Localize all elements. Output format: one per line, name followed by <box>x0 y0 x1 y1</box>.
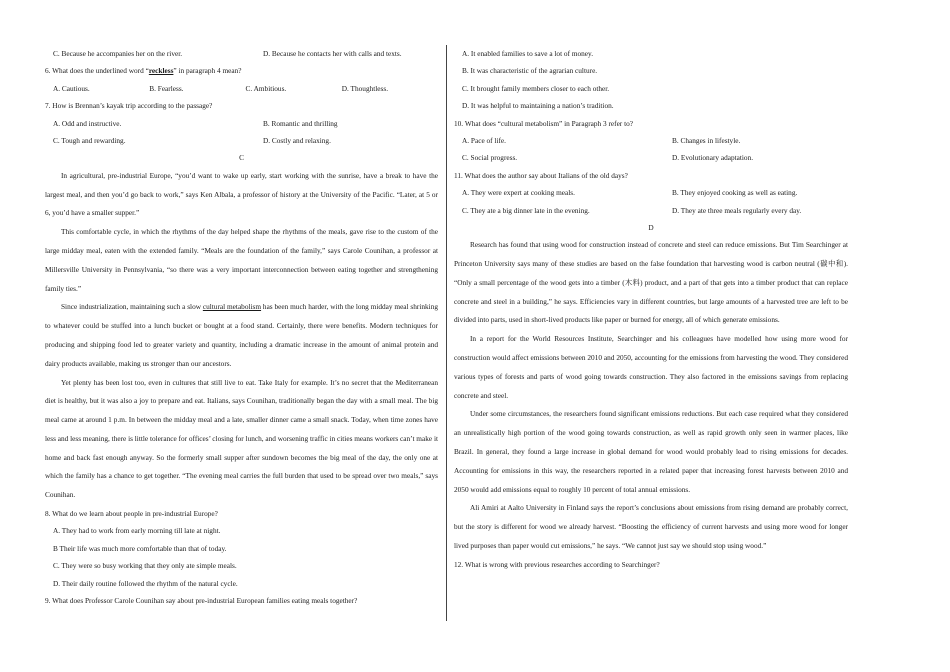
passage-d-paragraph-1: Research has found that using wood for construction instead of concrete and steel can reduce emissions. But Tim Searchinger at Princeton University says many of these studies are based on the false foundation that harvesting wood is carbon neutral (碳中和). “Only a small percentage of the wood gets into a timber (木料) product, and a part of that gets into a timber product that can replace concrete and steel in a building,” he says. Efficiencies vary in different countries, but large amounts of a harvested tree are left to be divided into parts, used in short-lived products like paper or burned for energy, all of which generate emissions. <box>454 240 848 325</box>
q10-option-b: B. Changes in lifestyle. <box>672 135 741 145</box>
q9-option-d: D. It was helpful to maintaining a nation’s tradition. <box>462 101 614 111</box>
passage-d-paragraph-3: Under some circumstances, the researchers found significant emissions reductions. But each case required what they considered an unrealistically high portion of the wood going towards construction, as well as rapid growth only seen in warmer places, like Brazil. In general, they found a large increase in global demand for wood would probably lead to rising emissions for decades. Accounting for emissions in this way, the researchers reported in a related paper that increasing forest harvests between 2010 and 2050 would add emissions equal to roughly 10 percent of total annual emissions. <box>454 409 848 494</box>
passage-c-paragraph-2: This comfortable cycle, in which the rhythms of the day helped shape the rhythms of the meals, gave rise to the custom of the large midday meal, eaten with the extended family. “Meals are the foundation of the family,” says Carole Counihan, a professor at Millersville University in Pennsylvania, “so there was a very important interconnection between eating together and strengthening family ties.” <box>45 227 438 293</box>
passage-d-paragraph-4: Ali Amiri at Aalto University in Finland says the report’s conclusions about emissions from rising demand are probably correct, but the story is different for wood we already harvest. “Boosting the efficiency of current harvests and using more wood for longer lived purposes than paper would cut emissions,” he says. “We cannot just say we should stop using wood.” <box>454 503 848 551</box>
q6-stem-suffix: ” in paragraph 4 mean? <box>173 66 242 76</box>
q7-option-c: C. Tough and rewarding. <box>53 135 126 145</box>
column-divider <box>446 45 447 621</box>
q11-option-a: A. They were expert at cooking meals. <box>462 188 575 198</box>
q11-option-b: B. They enjoyed cooking as well as eating. <box>672 188 798 198</box>
q7-option-d: D. Costly and relaxing. <box>263 135 331 145</box>
passage-c-paragraph-1: In agricultural, pre-industrial Europe, “you’d want to wake up early, start working with the sunrise, have a break to have the largest meal, and then you’d go back to work,” says Ken Albala, a professor of history at the University of the Pacific. “Later, at 5 or 6, you’d have a smaller supper.” <box>45 170 438 218</box>
q7-option-b: B. Romantic and thrilling <box>263 118 338 128</box>
q8-option-c: C. They were so busy working that they only ate simple meals. <box>53 561 237 571</box>
passage-d-paragraph-2: In a report for the World Resources Institute, Searchinger and his colleagues have modelled how using more wood for construction would affect emissions between 2010 and 2050, accounting for the emissions from harvesting the wood. They considered various types of forests and parts of wood going towards construction. They also factored in the emissions savings from replacing concrete and steel. <box>454 334 848 400</box>
q6-option-a: A. Cautious. <box>53 83 90 93</box>
q10-option-c: C. Social progress. <box>462 153 518 163</box>
q9-option-a: A. It enabled families to save a lot of money. <box>462 49 594 58</box>
q8-option-a: A. They had to work from early morning till late at night. <box>53 526 221 536</box>
q7-option-a: A. Odd and instructive. <box>53 118 122 128</box>
q6-underlined-word: reckless <box>148 66 174 76</box>
p3-text-after: has been much harder, with the long midday meal shrinking to whatever could be stuffed into a lunch bucket or bought at a food stand. Certainly, there were benefits. Modern techniques for producing and shipping food led to greater variety and quantity, including a dramatic increase in the amount of animal protein and dairy products available, making us stronger than our ancestors. <box>45 302 438 368</box>
q7-options-ab <box>45 115 438 132</box>
right-column <box>454 45 848 573</box>
section-c-heading: C <box>239 153 244 163</box>
q6-stem <box>45 62 438 79</box>
cultural-metabolism-underline: cultural metabolism <box>202 302 262 312</box>
section-d-heading: D <box>648 222 654 232</box>
q10-option-d: D. Evolutionary adaptation. <box>672 153 754 163</box>
q10-options-ab <box>454 132 848 149</box>
q9-option-b: B. It was characteristic of the agrarian culture. <box>462 66 598 76</box>
q10-options-cd <box>454 149 848 166</box>
p3-text-before: Since industrialization, maintaining such a slow <box>61 302 203 312</box>
left-column <box>45 45 438 609</box>
q8-stem: 8. What do we learn about people in pre-industrial Europe? <box>45 509 218 519</box>
q11-stem: 11. What does the author say about Italians of the old days? <box>454 170 628 180</box>
q6-option-d: D. Thoughtless. <box>341 83 389 93</box>
q9-stem: 9. What does Professor Carole Counihan say about pre-industrial European families eating meals together? <box>45 596 358 606</box>
q11-options-cd <box>454 202 848 219</box>
passage-c-paragraph-3 <box>45 298 438 373</box>
q11-option-d: D. They ate three meals regularly every day. <box>672 205 802 215</box>
q9-option-c: C. It brought family members closer to each other. <box>462 83 610 93</box>
q8-option-b: B Their life was much more comfortable than that of today. <box>53 543 227 553</box>
q7-stem: 7. How is Brennan’s kayak trip according to the passage? <box>45 101 213 111</box>
q10-option-a: A. Pace of life. <box>462 135 506 145</box>
q6-option-c: C. Ambitious. <box>245 83 287 93</box>
passage-c-paragraph-4: Yet plenty has been lost too, even in cultures that still live to eat. Take Italy for example. It’s no secret that the Mediterranean diet is healthy, but it was also a joy to prepare and eat. Italians, says Counihan, traditionally began the day with a small meal. The big meal came at around 1 p.m. In between the midday meal and a late, smaller dinner came a small snack. Today, when time zones have less and less meaning, there is little tolerance for offices’ closing for lunch, and worsening traffic in cities means workers can’t make it home and back fast enough anyway. So the formerly small supper after sundown becomes the big meal of the day, the only one at which the family has a chance to get together. “The evening meal carries the full burden that used to be spread over two meals,” says Counihan. <box>45 377 438 500</box>
q7-options-cd <box>45 132 438 149</box>
q12-stem: 12. What is wrong with previous researches according to Searchinger? <box>454 559 660 569</box>
q6-stem-prefix: 6. What does the underlined word “ <box>45 66 149 76</box>
q11-options-ab <box>454 184 848 201</box>
q8-option-d: D. Their daily routine followed the rhythm of the natural cycle. <box>53 578 238 588</box>
q5-option-c: C. Because he accompanies her on the river. <box>53 49 183 58</box>
q5-option-d: D. Because he contacts her with calls and texts. <box>263 49 402 58</box>
q5-options-cd <box>45 45 438 62</box>
q10-stem: 10. What does “cultural metabolism” in Paragraph 3 refer to? <box>454 118 633 128</box>
q6-options <box>45 80 438 97</box>
q6-option-b: B. Fearless. <box>149 83 184 93</box>
q11-option-c: C. They ate a big dinner late in the evening. <box>462 205 590 215</box>
